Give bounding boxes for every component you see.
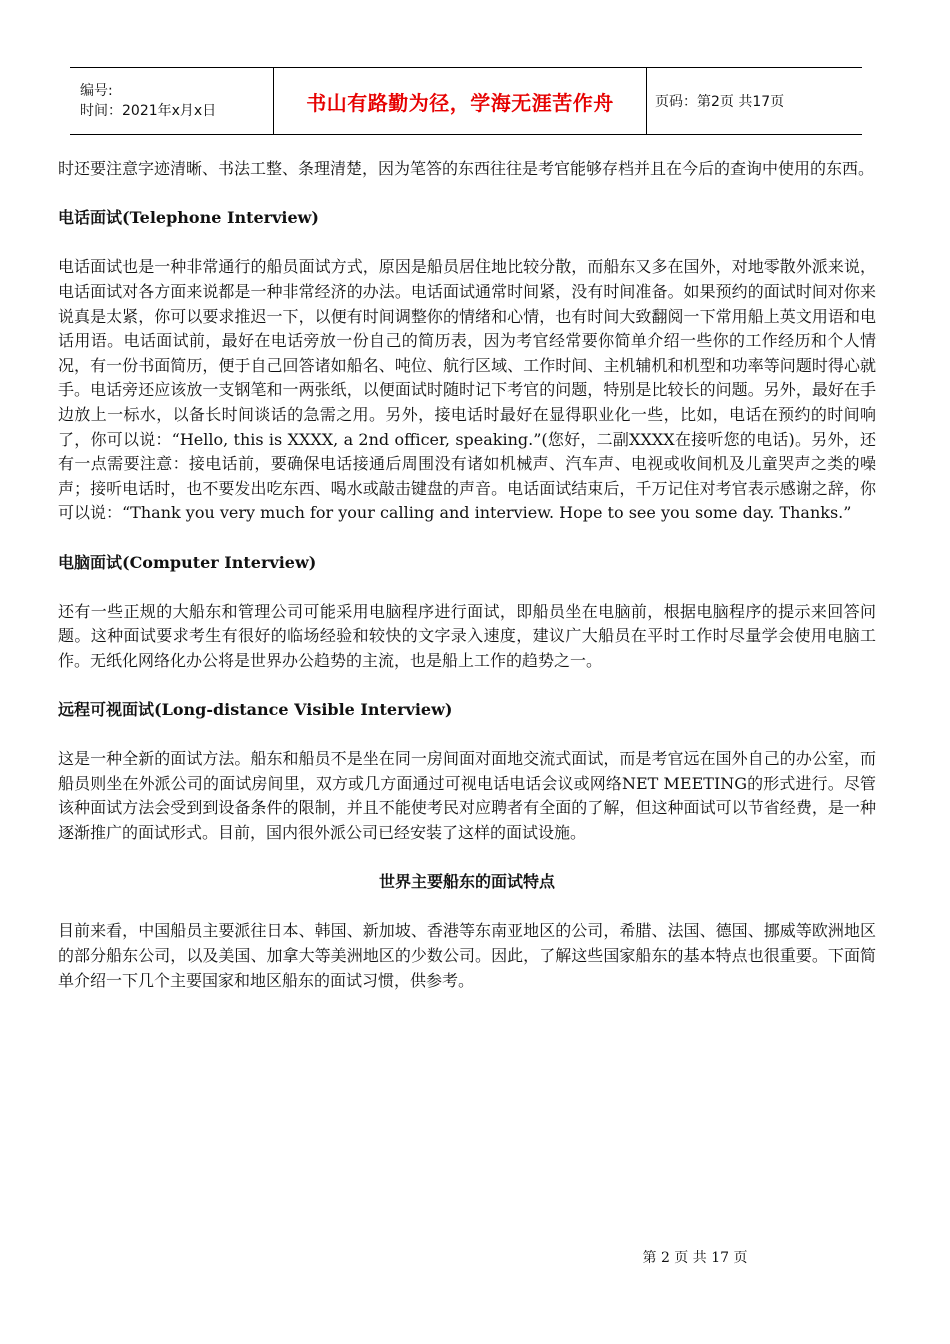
- header-motto: 书山有路勤为径，学海无涯苦作舟: [306, 90, 614, 115]
- computer-interview-paragraph: 还有一些正规的大船东和管理公司可能采用电脑程序进行面试，即船员坐在电脑前，根据电脑程序的提示来回答问题。这种面试要求考生有很好的临场经验和较快的文字录入速度，建议广大船员在平时工作时尽量学会使用电脑工作。无纸化网络化办公将是世界办公趋势的主流，也是船上工作的趋势之一。: [58, 601, 876, 670]
- footer-page-number: 第 2 页 共 17 页: [642, 1250, 748, 1266]
- document-body: [58, 157, 876, 993]
- header-right-cell: [647, 68, 862, 134]
- computer-interview-heading: 电脑面试(Computer Interview): [58, 552, 317, 572]
- page-footer: [0, 1247, 950, 1267]
- serial-number-label: 编号:: [80, 83, 113, 99]
- remote-interview-paragraph: 这是一种全新的面试方法。船东和船员不是坐在同一房间面对面地交流式面试，而是考官远在国外自己的办公室，而船员则坐在外派公司的面试房间里，双方或几方面通过可视电话电话会议或网络NET MEETING的形式进行。尽管该种面试方法会受到到设备条件的限制，并且不能使考民对应聘者有全面的了解，但这种面试可以节省经费，是一种逐渐推广的面试形式。目前，国内很外派公司已经安装了这样的面试设施。: [58, 749, 876, 843]
- world-shipowners-heading: 世界主要船东的面试特点: [378, 872, 555, 892]
- header-left-cell: [70, 68, 273, 134]
- remote-interview-heading: 远程可视面试(Long-distance Visible Interview): [58, 700, 453, 720]
- intro-paragraph: 时还要注意字迹清晰、书法工整、条理清楚，因为笔答的东西往往是考官能够存档并且在今后的查询中使用的东西。: [58, 159, 875, 178]
- telephone-interview-paragraph: 电话面试也是一种非常通行的船员面试方式，原因是船员居住地比较分散，而船东又多在国外，对地零散外派来说，电话面试对各方面来说都是一种非常经济的办法。电话面试通常时间紧，没有时间准备。如果预约的面试时间对你来说真是太紧，你可以要求推迟一下，以便有时间调整你的情绪和心情，也有时间大致翻阅一下常用船上英文用语和电话用语。电话面试前，最好在电话旁放一份自己的简历表，因为考官经常要你简单介绍一些你的工作经历和个人情况，有一份书面简历，便于自己回答诸如船名、吨位、航行区域、工作时间、主机辅机和机型和功率等问题时得心就手。电话旁还应该放一支钢笔和一两张纸，以便面试时随时记下考官的问题，特别是比较长的问题。另外，最好在手边放上一标水，以备长时间谈话的急需之用。另外，接电话时最好在显得职业化一些，比如，电话在预约的时间响了，你可以说：“Hello, this is XXXX, a 2nd officer, speaking.”(您好，二副XXXX在接听您的电话)。另外，还有一点需要注意：接电话前，要确保电话接通后周围没有诸如机械声、汽车声、电视或收间机及儿童哭声之类的噪声；接听电话时，也不要发出吃东西、喝水或敲击键盘的声音。电话面试结束后，千万记住对考官表示感谢之辞，你可以说：“Thank you very much for your calling and interview. Hope to see you some day. Thanks.”: [58, 257, 876, 523]
- telephone-interview-heading: 电话面试(Telephone Interview): [58, 208, 319, 228]
- page-number-label: 页码：第2页 共17页: [655, 94, 785, 110]
- world-shipowners-paragraph: 目前来看，中国船员主要派往日本、韩国、新加坡、香港等东南亚地区的公司，希腊、法国、德国、挪威等欧洲地区的部分船东公司，以及美国、加拿大等美洲地区的少数公司。因此，了解这些国家船东的基本特点也很重要。下面简单介绍一下几个主要国家和地区船东的面试习惯，供参考。: [58, 921, 876, 990]
- header-motto-cell: [273, 68, 647, 134]
- page-header: [70, 67, 862, 135]
- date-label: 时间：2021年x月x日: [80, 103, 217, 119]
